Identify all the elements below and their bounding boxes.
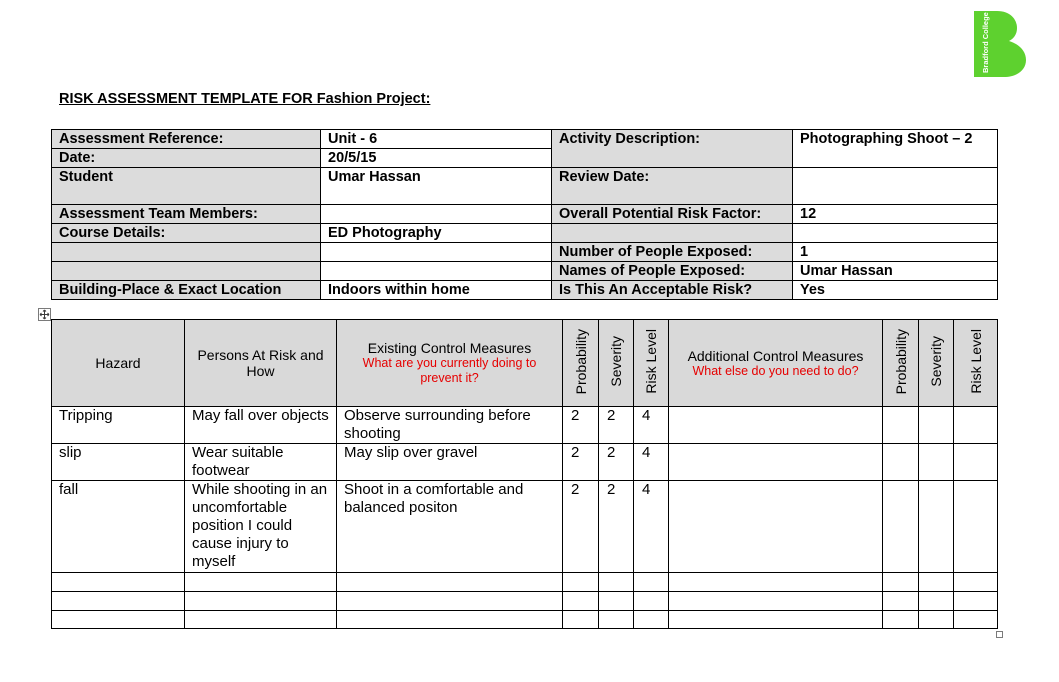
student-label: Student <box>52 168 321 205</box>
location-label: Building-Place & Exact Location <box>52 281 321 300</box>
header-additional-controls <box>669 320 883 407</box>
review-date-label: Review Date: <box>552 168 793 205</box>
probability-cell: 2 <box>563 407 599 444</box>
empty-table-row <box>52 573 998 592</box>
severity-cell: 2 <box>599 481 634 573</box>
risk-level-2-label: Risk Level <box>967 329 984 394</box>
existing-controls-prompt: What are you currently doing to prevent it? <box>362 356 537 385</box>
course-details-label: Course Details: <box>52 224 321 243</box>
people-exposed-number-value: 1 <box>793 243 998 262</box>
empty-label-cell <box>52 243 321 262</box>
empty-table-row <box>52 592 998 611</box>
additional-controls-title: Additional Control Measures <box>687 347 864 364</box>
probability-cell: 2 <box>563 481 599 573</box>
empty-value-cell <box>321 243 552 262</box>
student-value: Umar Hassan <box>321 168 552 205</box>
header-existing-controls <box>337 320 563 407</box>
overall-risk-label: Overall Potential Risk Factor: <box>552 205 793 224</box>
people-exposed-number-label: Number of People Exposed: <box>552 243 793 262</box>
empty-table-row <box>52 611 998 629</box>
course-details-value: ED Photography <box>321 224 552 243</box>
header-severity-2 <box>919 320 954 407</box>
header-persons-at-risk: Persons At Risk and How <box>185 320 337 407</box>
additional-controls-cell <box>669 407 883 444</box>
probability-cell: 2 <box>563 444 599 481</box>
acceptable-risk-value: Yes <box>793 281 998 300</box>
location-value: Indoors within home <box>321 281 552 300</box>
header-severity <box>599 320 634 407</box>
page-title: RISK ASSESSMENT TEMPLATE FOR Fashion Project: <box>59 91 431 107</box>
header-hazard: Hazard <box>52 320 185 407</box>
table-move-handle[interactable] <box>38 308 51 321</box>
header-risk-level-2 <box>954 320 998 407</box>
table-row <box>52 444 998 481</box>
header-probability-2 <box>883 320 919 407</box>
severity-2-cell <box>919 407 954 444</box>
acceptable-risk-label: Is This An Acceptable Risk? <box>552 281 793 300</box>
date-value: 20/5/15 <box>321 149 552 168</box>
table-resize-handle[interactable] <box>996 631 1003 638</box>
probability-2-cell <box>883 481 919 573</box>
probability-2-label: Probability <box>892 328 909 395</box>
severity-2-cell <box>919 481 954 573</box>
risk-assessment-table <box>51 319 998 629</box>
severity-2-cell <box>919 444 954 481</box>
risk-level-2-cell <box>954 481 998 573</box>
people-exposed-names-label: Names of People Exposed: <box>552 262 793 281</box>
risk-level-2-cell <box>954 407 998 444</box>
empty-label-cell <box>52 262 321 281</box>
risk-level-2-cell <box>954 444 998 481</box>
probability-label: Probability <box>572 328 589 395</box>
additional-controls-cell <box>669 444 883 481</box>
risk-level-cell: 4 <box>634 407 669 444</box>
empty-label-cell <box>552 224 793 243</box>
activity-description-value: Photographing Shoot – 2 <box>793 130 998 168</box>
bradford-college-logo <box>974 11 1026 77</box>
additional-controls-prompt: What else do you need to do? <box>692 363 859 378</box>
risk-level-label: Risk Level <box>643 329 659 394</box>
date-label: Date: <box>52 149 321 168</box>
table-row <box>52 481 998 573</box>
assessment-reference-label: Assessment Reference: <box>52 130 321 149</box>
empty-value-cell <box>321 262 552 281</box>
hazard-cell: Tripping <box>52 407 185 444</box>
existing-controls-cell: Observe surrounding before shooting <box>337 407 563 444</box>
severity-cell: 2 <box>599 407 634 444</box>
persons-cell: While shooting in an uncomfortable position I could cause injury to myself <box>185 481 337 573</box>
additional-controls-cell <box>669 481 883 573</box>
severity-cell: 2 <box>599 444 634 481</box>
risk-level-cell: 4 <box>634 444 669 481</box>
hazard-cell: fall <box>52 481 185 573</box>
review-date-value <box>793 168 998 205</box>
risk-level-cell: 4 <box>634 481 669 573</box>
empty-value-cell <box>793 224 998 243</box>
probability-2-cell <box>883 407 919 444</box>
existing-controls-cell: Shoot in a comfortable and balanced positon <box>337 481 563 573</box>
overall-risk-value: 12 <box>793 205 998 224</box>
activity-description-label: Activity Description: <box>552 130 793 168</box>
existing-controls-title: Existing Control Measures <box>367 340 532 356</box>
assessment-info-table <box>51 129 998 300</box>
table-row <box>52 407 998 444</box>
header-risk-level <box>634 320 669 407</box>
people-exposed-names-value: Umar Hassan <box>793 262 998 281</box>
severity-label: Severity <box>608 336 624 387</box>
existing-controls-cell: May slip over gravel <box>337 444 563 481</box>
persons-cell: Wear suitable footwear <box>185 444 337 481</box>
team-members-label: Assessment Team Members: <box>52 205 321 224</box>
header-probability <box>563 320 599 407</box>
assessment-reference-value: Unit - 6 <box>321 130 552 149</box>
move-icon <box>39 309 50 320</box>
team-members-value <box>321 205 552 224</box>
logo-text: Bradford College <box>981 12 990 73</box>
probability-2-cell <box>883 444 919 481</box>
persons-cell: May fall over objects <box>185 407 337 444</box>
hazard-cell: slip <box>52 444 185 481</box>
severity-2-label: Severity <box>928 336 944 387</box>
